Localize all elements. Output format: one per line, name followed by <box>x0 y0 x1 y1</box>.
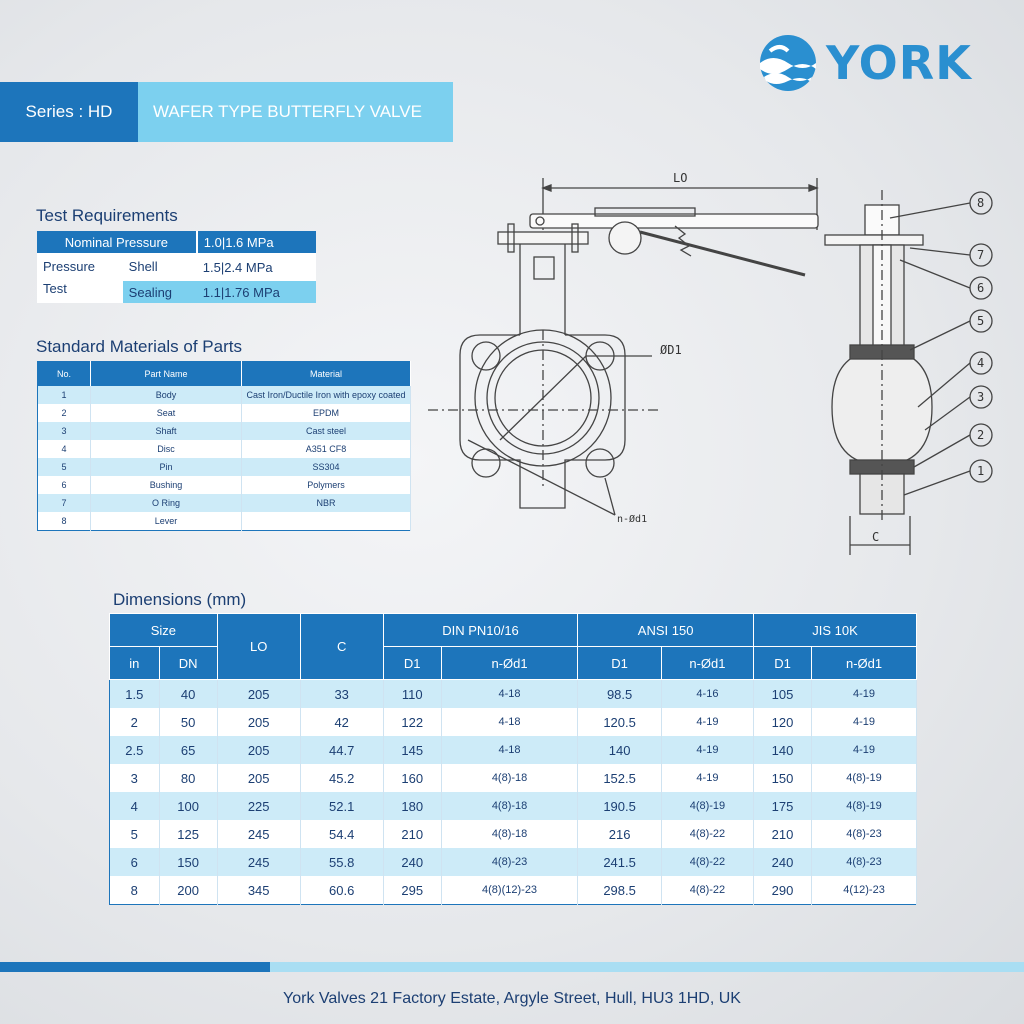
part-name: Body <box>91 386 242 404</box>
pressure-label: Pressure <box>37 253 123 281</box>
dimensions-title: Dimensions (mm) <box>113 590 247 609</box>
c-value: 55.8 <box>300 848 383 876</box>
materials-row <box>38 422 411 440</box>
product-title: WAFER TYPE BUTTERFLY VALVE <box>138 82 453 142</box>
size-in: 3 <box>110 764 160 792</box>
din-d1: 160 <box>383 764 441 792</box>
ansi-d1: 190.5 <box>578 792 662 820</box>
ansi-nd1: 4-19 <box>661 764 753 792</box>
jis-d1: 150 <box>753 764 811 792</box>
dimensions-row <box>110 876 917 905</box>
test-label: Test <box>37 281 123 303</box>
callout-3: 3 <box>977 390 985 404</box>
wave-logo-icon <box>758 33 818 93</box>
jis-d1: 290 <box>753 876 811 905</box>
nominal-pressure-value: 1.0|1.6 MPa <box>197 231 316 253</box>
nominal-pressure-label: Nominal Pressure <box>37 231 197 253</box>
dimensions-row <box>110 708 917 736</box>
din-nd1: 4(8)-18 <box>441 792 578 820</box>
jis-nd1: 4(8)-19 <box>812 764 917 792</box>
jis-d1: 140 <box>753 736 811 764</box>
size-dn: 150 <box>159 848 217 876</box>
din-d1: 180 <box>383 792 441 820</box>
part-no: 8 <box>38 512 91 531</box>
part-no: 1 <box>38 386 91 404</box>
series-label: Series : HD <box>0 82 138 142</box>
size-in: 1.5 <box>110 680 160 709</box>
shell-label: Shell <box>123 253 197 281</box>
ansi-d1: 152.5 <box>578 764 662 792</box>
lo-value: 345 <box>217 876 300 905</box>
size-dn: 80 <box>159 764 217 792</box>
lo-value: 245 <box>217 848 300 876</box>
series-header <box>0 82 453 142</box>
callout-5: 5 <box>977 314 985 328</box>
part-name: Seat <box>91 404 242 422</box>
din-d1: 240 <box>383 848 441 876</box>
materials-row <box>38 494 411 512</box>
sealing-label: Sealing <box>123 281 197 303</box>
part-material: Polymers <box>242 476 411 494</box>
callout-7: 7 <box>977 248 985 262</box>
test-requirements-table <box>37 231 316 303</box>
c-value: 42 <box>300 708 383 736</box>
c-value: 33 <box>300 680 383 709</box>
jis-d1: 240 <box>753 848 811 876</box>
part-name: Pin <box>91 458 242 476</box>
c-value: 54.4 <box>300 820 383 848</box>
size-dn: 40 <box>159 680 217 709</box>
brand-name: YORK <box>826 36 972 90</box>
lo-label: LO <box>673 171 688 185</box>
c-value: 52.1 <box>300 792 383 820</box>
dimensions-row <box>110 680 917 709</box>
size-in: 5 <box>110 820 160 848</box>
size-in: 2.5 <box>110 736 160 764</box>
jis-nd1: 4(12)-23 <box>812 876 917 905</box>
footer-bar <box>0 962 1024 972</box>
ansi-d1: 98.5 <box>578 680 662 709</box>
dimensions-row <box>110 764 917 792</box>
materials-row <box>38 404 411 422</box>
jis-d1: 105 <box>753 680 811 709</box>
size-dn: 65 <box>159 736 217 764</box>
part-no: 4 <box>38 440 91 458</box>
din-nd1: 4-18 <box>441 736 578 764</box>
ansi-d1: 140 <box>578 736 662 764</box>
jis-nd1: 4(8)-19 <box>812 792 917 820</box>
jis-nd1: 4-19 <box>812 708 917 736</box>
ansi-d1: 216 <box>578 820 662 848</box>
callout-8: 8 <box>977 196 985 210</box>
materials-header-no: No. <box>38 362 91 387</box>
ansi-nd1: 4-19 <box>661 736 753 764</box>
nd1-label: n-Ød1 <box>617 514 648 525</box>
din-d1: 145 <box>383 736 441 764</box>
lo-value: 225 <box>217 792 300 820</box>
lo-value: 205 <box>217 680 300 709</box>
ansi-nd1-header: n-Ød1 <box>661 647 753 680</box>
din-nd1: 4(8)-18 <box>441 820 578 848</box>
part-no: 6 <box>38 476 91 494</box>
dimensions-row <box>110 820 917 848</box>
materials-row <box>38 386 411 404</box>
part-name: Disc <box>91 440 242 458</box>
ansi-nd1: 4(8)-22 <box>661 848 753 876</box>
size-dn: 100 <box>159 792 217 820</box>
valve-drawing <box>420 160 1010 570</box>
part-material <box>242 512 411 531</box>
jis-d1-header: D1 <box>753 647 811 680</box>
callout-6: 6 <box>977 281 985 295</box>
od1-label: ØD1 <box>660 343 682 357</box>
lo-value: 205 <box>217 764 300 792</box>
ansi-nd1: 4(8)-22 <box>661 820 753 848</box>
din-d1: 122 <box>383 708 441 736</box>
materials-row <box>38 458 411 476</box>
part-material: Cast steel <box>242 422 411 440</box>
in-header: in <box>110 647 160 680</box>
part-material: NBR <box>242 494 411 512</box>
ansi-nd1: 4-16 <box>661 680 753 709</box>
size-dn: 50 <box>159 708 217 736</box>
materials-header-material: Material <box>242 362 411 387</box>
ansi-d1-header: D1 <box>578 647 662 680</box>
ansi-header: ANSI 150 <box>578 614 754 647</box>
lo-value: 245 <box>217 820 300 848</box>
part-material: Cast Iron/Ductile Iron with epoxy coated <box>242 386 411 404</box>
part-no: 2 <box>38 404 91 422</box>
din-nd1: 4(8)-18 <box>441 764 578 792</box>
materials-row <box>38 476 411 494</box>
ansi-d1: 120.5 <box>578 708 662 736</box>
york-logo <box>758 33 972 93</box>
footer-address: York Valves 21 Factory Estate, Argyle Street, Hull, HU3 1HD, UK <box>283 990 741 1007</box>
lo-header: LO <box>217 614 300 680</box>
din-header: DIN PN10/16 <box>383 614 578 647</box>
footer-bar-light <box>270 962 1024 972</box>
jis-nd1: 4-19 <box>812 736 917 764</box>
size-in: 2 <box>110 708 160 736</box>
dn-header: DN <box>159 647 217 680</box>
size-header: Size <box>110 614 218 647</box>
c-header: C <box>300 614 383 680</box>
c-value: 60.6 <box>300 876 383 905</box>
part-no: 7 <box>38 494 91 512</box>
callout-2: 2 <box>977 428 985 442</box>
ansi-nd1: 4(8)-22 <box>661 876 753 905</box>
materials-row <box>38 440 411 458</box>
ansi-d1: 241.5 <box>578 848 662 876</box>
lo-value: 205 <box>217 736 300 764</box>
jis-header: JIS 10K <box>753 614 916 647</box>
jis-nd1: 4(8)-23 <box>812 848 917 876</box>
ansi-nd1: 4-19 <box>661 708 753 736</box>
jis-d1: 210 <box>753 820 811 848</box>
callout-4: 4 <box>977 356 985 370</box>
size-dn: 200 <box>159 876 217 905</box>
c-value: 45.2 <box>300 764 383 792</box>
din-nd1: 4(8)-23 <box>441 848 578 876</box>
jis-nd1: 4-19 <box>812 680 917 709</box>
jis-d1: 120 <box>753 708 811 736</box>
part-name: O Ring <box>91 494 242 512</box>
part-material: EPDM <box>242 404 411 422</box>
shell-value: 1.5|2.4 MPa <box>197 253 316 281</box>
part-no: 5 <box>38 458 91 476</box>
jis-nd1-header: n-Ød1 <box>812 647 917 680</box>
dimensions-row <box>110 792 917 820</box>
c-value: 44.7 <box>300 736 383 764</box>
materials-title: Standard Materials of Parts <box>36 337 242 356</box>
jis-d1: 175 <box>753 792 811 820</box>
lo-value: 205 <box>217 708 300 736</box>
part-material: A351 CF8 <box>242 440 411 458</box>
test-requirements-title: Test Requirements <box>36 206 178 225</box>
din-d1: 210 <box>383 820 441 848</box>
part-no: 3 <box>38 422 91 440</box>
part-material: SS304 <box>242 458 411 476</box>
materials-header-part: Part Name <box>91 362 242 387</box>
din-d1-header: D1 <box>383 647 441 680</box>
materials-table <box>37 361 411 531</box>
din-d1: 295 <box>383 876 441 905</box>
ansi-d1: 298.5 <box>578 876 662 905</box>
c-label: C <box>872 530 880 544</box>
dimensions-row <box>110 736 917 764</box>
sealing-value: 1.1|1.76 MPa <box>197 281 316 303</box>
size-in: 4 <box>110 792 160 820</box>
dimensions-row <box>110 848 917 876</box>
materials-row <box>38 512 411 531</box>
din-nd1: 4-18 <box>441 680 578 709</box>
dimensions-table <box>109 613 917 905</box>
size-dn: 125 <box>159 820 217 848</box>
din-d1: 110 <box>383 680 441 709</box>
din-nd1-header: n-Ød1 <box>441 647 578 680</box>
footer-bar-dark <box>0 962 270 972</box>
part-name: Shaft <box>91 422 242 440</box>
callout-1: 1 <box>977 464 985 478</box>
size-in: 8 <box>110 876 160 905</box>
ansi-nd1: 4(8)-19 <box>661 792 753 820</box>
size-in: 6 <box>110 848 160 876</box>
din-nd1: 4(8)(12)-23 <box>441 876 578 905</box>
part-name: Lever <box>91 512 242 531</box>
part-name: Bushing <box>91 476 242 494</box>
din-nd1: 4-18 <box>441 708 578 736</box>
jis-nd1: 4(8)-23 <box>812 820 917 848</box>
